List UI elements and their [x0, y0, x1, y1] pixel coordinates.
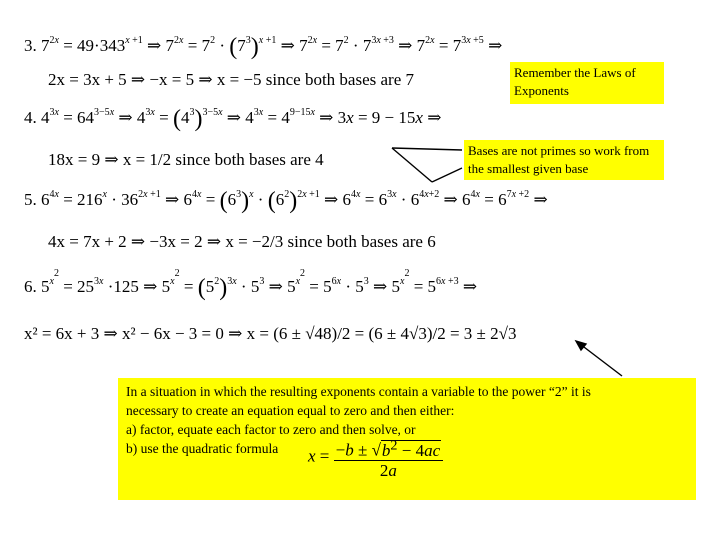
problem-6-solution	[24, 324, 516, 344]
problem-6-number: 6.	[24, 277, 37, 296]
problem-5-equation: 5. $6^{4x} = 216^x \cdot 36^{2x +1}$ ⇒ $6^{4x} = (6^3)^x \cdot (6^2)^{2x +1}$ ⇒ $6^{4x} = 6^{3x} \cdot 6^{4x+2}$ ⇒ $6^{4x} = 6^{7x +2}$ ⇒	[24, 188, 548, 214]
quadratic-note	[118, 378, 696, 500]
problem-3-equation: 3. $7^{2x} = 49\cdot 343^{x +1}$ ⇒ $7^{2x} = 7^2 \cdot (7^3)^{x +1}$ ⇒ $7^{2x} = 7^2 \cdot 7^{3x +3}$ ⇒ $7^{2x} = 7^{3x +5}$ ⇒	[24, 34, 503, 60]
laws-note-text: Remember the Laws of Exponents	[514, 65, 636, 98]
problem-5-solution-text: 4x = 7x + 2 ⇒ −3x = 2 ⇒ x = −2/3 since both bases are 6	[48, 232, 436, 251]
problem-5-number: 5.	[24, 190, 37, 209]
bases-note-arrow-lines	[392, 148, 462, 182]
quadratic-formula: x = $\frac{-b \pm √b^2 - 4ac}{2a}$	[308, 436, 443, 480]
problem-4-equation: 4. $4^{3x} = 64^{3-5x}$ ⇒ $4^{3x} = (4^3)^{3-5x}$ ⇒ $4^{3x} = 4^{9-15x}$ ⇒ 3x = 9 − 15x ⇒	[24, 106, 442, 132]
quadratic-note-line-1: In a situation in which the resulting exponents contain a variable to the power “2” it is	[126, 384, 591, 399]
problem-6-equation: 6. $5^{x^2} = 25^{3x} \cdot 125$ ⇒ $5^{x^2} = (5^2)^{3x} \cdot 5^3$ ⇒ $5^{x^2} = 5^{6x} \cdot 5^3$ ⇒ $5^{x^2} = 5^{6x +3}$ ⇒	[24, 268, 478, 301]
quadratic-note-line-4: b) use the quadratic formula	[126, 441, 279, 456]
problem-4-solution-text: 18x = 9 ⇒ x = 1/2 since both bases are 4	[48, 150, 324, 169]
problem-3-solution-text: 2x = 3x + 5 ⇒ −x = 5 ⇒ x = −5 since both bases are 7	[48, 70, 414, 89]
problem-6-solution-text: x² = 6x + 3 ⇒ x² − 6x − 3 = 0 ⇒ x = (6 ± √48)/2 = (6 ± 4√3)/2 = 3 ± 2√3	[24, 324, 517, 343]
quadratic-note-arrow	[576, 341, 622, 376]
problem-5-solution	[48, 232, 436, 252]
bases-note-text: Bases are not primes so work from the smallest given base	[468, 143, 650, 176]
quadratic-note-line-3: a) factor, equate each factor to zero and then solve, or	[126, 422, 416, 437]
problem-3-number: 3.	[24, 36, 37, 55]
problem-4-number: 4.	[24, 108, 37, 127]
quadratic-note-line-2: necessary to create an equation equal to zero and then either:	[126, 403, 455, 418]
